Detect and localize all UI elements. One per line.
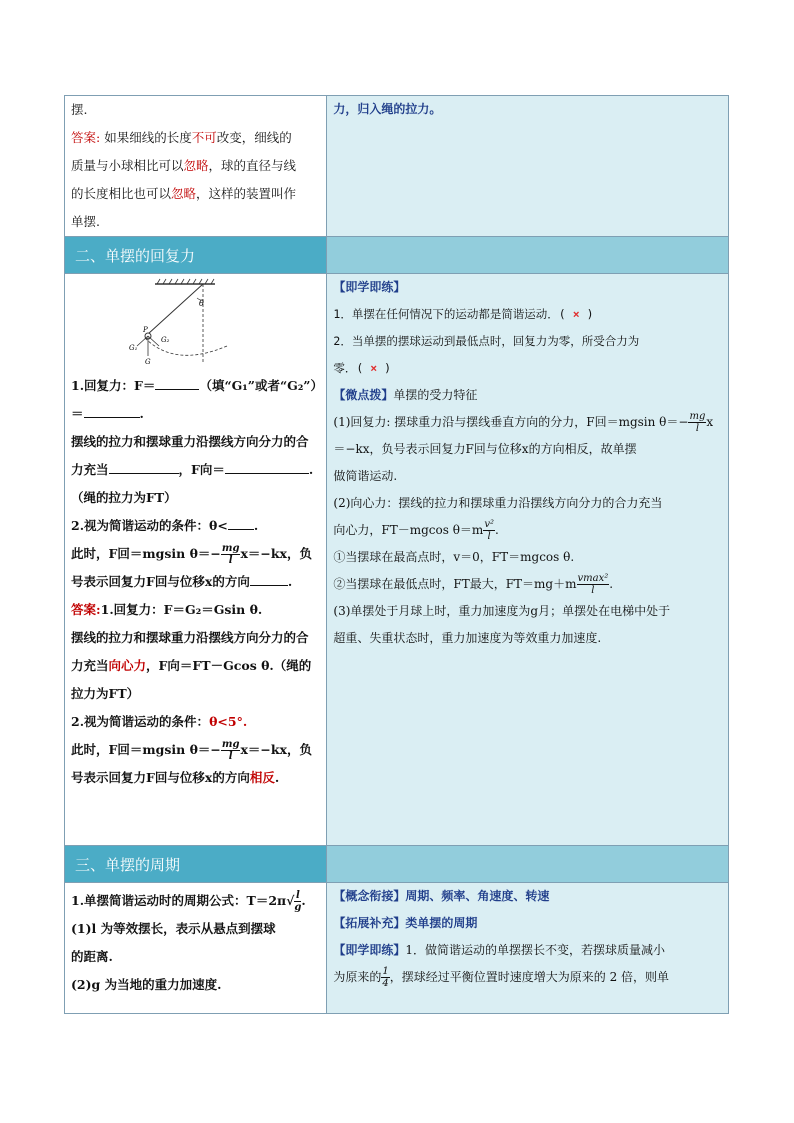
label-theta: θ: [199, 299, 204, 308]
ans4a-text: 此时，F回＝mgsin θ＝−: [71, 742, 221, 757]
blank-4[interactable]: [225, 461, 309, 474]
tip-p1b: x＝−kx，负号表示回复力F回与位移x的方向相反，故单摆: [333, 415, 714, 456]
blank-6[interactable]: [250, 573, 288, 586]
row3-right-content: [327, 883, 728, 991]
tag-concept: 【概念衔接】: [333, 889, 406, 903]
practice2-line1: 1．做简谐运动的单摆摆长不变，若摆球质量减小: [405, 943, 666, 957]
period-formula: 1.单摆简谐运动时的周期公式：T＝2π: [71, 893, 287, 908]
row2-right: [327, 274, 729, 846]
tip-p4: ②当摆球在最低点时，FT最大，FT＝mg＋m: [333, 577, 577, 591]
tip-p5: (3)单摆处于月球上时，重力加速度为g月；单摆处在电梯中处于: [333, 604, 671, 618]
section2-title: 二、单摆的回复力: [75, 246, 196, 265]
label-g1: G₁: [129, 344, 138, 352]
row1-right: [327, 96, 729, 237]
row1-line4: 单摆.: [71, 214, 100, 229]
row1-line2: 质量与小球相比可以忽略，球的直径与线: [71, 158, 297, 173]
row2-right-content: 【即学即练】 1．单摆在任何情况下的运动都是简谐运动．( × ) 2．当单摆的摆球运动到最低点时，回复力为零，所受合力为 零．( × ) 【微点拨】单摆的受力特征 (1)回复力: 摆球重力沿与摆线垂直方向的分力，F回＝mgsin θ＝− $\frac{mg}{l}$ x＝−kx，负号表示回复力F回与位移x的方向相反，故单摆 做简谐运动. (2)向心力：摆线的拉力和摆球重力沿摆线方向分力的合力充当 向心力，FT－mgcos θ＝m $\frac{\text{v²}}{l}$ . ①当摆球在最高点时，v＝0，FT＝mgcos θ. ②当摆球在最低点时，FT最大，FT＝mg＋m $\frac{\text{vmax²}}{l}$ . (3)单摆处于月球上时，重力加速度为g月；单摆处在电梯中处于 超重、失重状态时，重力加速度为等效重力加速度.: [327, 274, 728, 652]
blank-2[interactable]: [84, 405, 140, 418]
frac-vmax-l: $\frac{\text{vmax²}}{l}$: [577, 573, 609, 596]
ans4b-text: x＝−kx，负号表示回复力F回与位移x的方向: [71, 742, 313, 785]
q1-tail: （填“G₁”或者“G₂”）＝: [71, 378, 317, 421]
frac-1-4: $\frac{1}{4}$: [382, 966, 389, 989]
tip-p1c: 做简谐运动.: [333, 469, 398, 483]
frac-mg-l-3: $\frac{mg}{l}$: [689, 411, 706, 434]
row-restoring-force: [65, 274, 729, 846]
ans2c-text: ，F向＝FT－Gcos θ.（绳的拉力为FT）: [71, 658, 312, 701]
blank-5[interactable]: [228, 517, 254, 530]
frac-mg-l: $\frac{mg}{l}$: [221, 543, 240, 566]
note-l-b: 的距离.: [71, 949, 113, 964]
worksheet-table: [64, 95, 729, 1014]
tag-practice-2: 【即学即练】: [333, 943, 406, 957]
row3-right: [327, 883, 729, 1014]
q2c-text: .（绳的拉力为FT）: [71, 462, 314, 505]
mark-wrong-2: ×: [370, 361, 378, 375]
section-header-3: [65, 846, 729, 883]
q4a-text: 此时，F回＝mgsin θ＝−: [71, 546, 221, 561]
q2-text: 摆线的拉力和摆球重力沿摆线方向分力的合力充当: [71, 434, 309, 477]
ans3a-text: 2.视为简谐运动的条件：: [71, 714, 210, 729]
frac-v2-l: $\frac{\text{v²}}{l}$: [484, 519, 494, 542]
q2b-text: ，F向＝: [178, 462, 225, 477]
pendulum-figure: [115, 276, 235, 372]
note-l: (1)l 为等效摆长，表示从悬点到摆球: [71, 921, 276, 936]
tip-p1a: (1)回复力: 摆球重力沿与摆线垂直方向的分力，F回＝mgsin θ＝−: [333, 415, 689, 429]
row1-line0: 摆.: [71, 102, 88, 117]
q3-text: 2.视为简谐运动的条件：θ<: [71, 518, 228, 533]
row-definition: [65, 96, 729, 237]
blank-3[interactable]: [109, 461, 179, 474]
section-header-2: [65, 237, 729, 274]
ans2a-text: 摆线的拉力和摆球重力沿摆线方向分力的合力充当: [71, 630, 309, 673]
practice2-line2a: 为原来的: [333, 970, 382, 984]
tag-practice: 【即学即练】: [333, 280, 406, 294]
label-g2: G₂: [161, 336, 170, 344]
practice-q2b: 零．(: [333, 361, 364, 375]
concept-text: 周期、频率、角速度、转速: [405, 889, 550, 903]
tag-tip: 【微点拨】: [333, 388, 394, 402]
row-period: [65, 883, 729, 1014]
ans4c-text: 相反: [249, 770, 275, 785]
tip-title: 单摆的受力特征: [393, 388, 478, 402]
ans1-text: 1.回复力：F＝G₂＝Gsin θ.: [100, 602, 263, 617]
q1-text: 1.回复力：F＝: [71, 378, 156, 393]
ans3b-text: θ<5°.: [209, 714, 248, 729]
answer-label: 答案:: [71, 130, 101, 145]
worksheet: [64, 95, 729, 1014]
extension-text: 类单摆的周期: [405, 916, 478, 930]
blank-1[interactable]: [155, 377, 199, 390]
ans2b-text: 向心力: [108, 658, 147, 673]
frac-mg-l-2: $\frac{mg}{l}$: [221, 739, 240, 762]
row3-left-content: 1.单摆简谐运动时的周期公式：T＝2π√ $\frac{l}{g}$ . (1)l 为等效摆长，表示从悬点到摆球 的距离. (2)g 为当地的重力加速度.: [65, 887, 326, 999]
tip-p2a: (2)向心力：摆线的拉力和摆球重力沿摆线方向分力的合力充当: [333, 496, 663, 510]
row1-line1: 答案: 如果细线的长度不可改变，细线的: [71, 130, 292, 145]
row1-left: [65, 96, 327, 237]
q4b-text: x＝−kx，负号表示回复力F回与位移x的方向: [71, 546, 313, 589]
practice-q1: 1．单摆在任何情况下的运动都是简谐运动．(: [333, 307, 566, 321]
section3-title: 三、单摆的周期: [75, 855, 181, 874]
label-g: G: [145, 358, 151, 366]
ans-label-2: 答案:: [71, 602, 101, 617]
row1-right-text: 力，归入绳的拉力。: [333, 102, 442, 116]
tip-p5b: 超重、失重状态时，重力加速度为等效重力加速度.: [333, 631, 602, 645]
frac-l-g: $\frac{l}{g}$: [294, 890, 302, 913]
tip-p3: ①当摆球在最高点时，v＝0，FT＝mgcos θ.: [333, 550, 575, 564]
mark-wrong-1: ×: [572, 307, 580, 321]
practice2-line2b: ，摆球经过平衡位置时速度增大为原来的 2 倍，则单: [389, 970, 670, 984]
row1-line3: 的长度相比也可以忽略，这样的装置叫作: [71, 186, 297, 201]
practice-q2a: 2．当单摆的摆球运动到最低点时，回复力为零，所受合力为: [333, 334, 640, 348]
row2-questions: 1.回复力：F＝ （填“G₁”或者“G₂”）＝ . 摆线的拉力和摆球重力沿摆线方向分力的合力充当 ，F向＝ .（绳的拉力为FT） 2.视为简谐运动的条件：θ< . 此时，F回＝mgsin θ＝− $\frac{mg}{l}$ x＝−kx，负号表示回复力F回与位移x的方向 . 答案:1.回复力：F＝G₂＝Gsin θ. 摆线的拉力和摆球重力沿摆线方向分力的合力充当向心力，F向＝FT－Gcos θ.（绳的拉力为FT） 2.视为简谐运动的条件：θ<5°. 此时，F回＝mgsin θ＝− $\frac{mg}{l}$ x＝−kx，负号表示回复力F回与位移x的方向相反.: [71, 378, 317, 785]
tag-extension: 【拓展补充】: [333, 916, 406, 930]
row3-left: [65, 883, 327, 1014]
label-p: P: [143, 326, 148, 334]
tip-p2b: 向心力，FT－mgcos θ＝m: [333, 523, 484, 537]
note-g: (2)g 为当地的重力加速度.: [71, 977, 222, 992]
row2-left: [65, 274, 327, 846]
